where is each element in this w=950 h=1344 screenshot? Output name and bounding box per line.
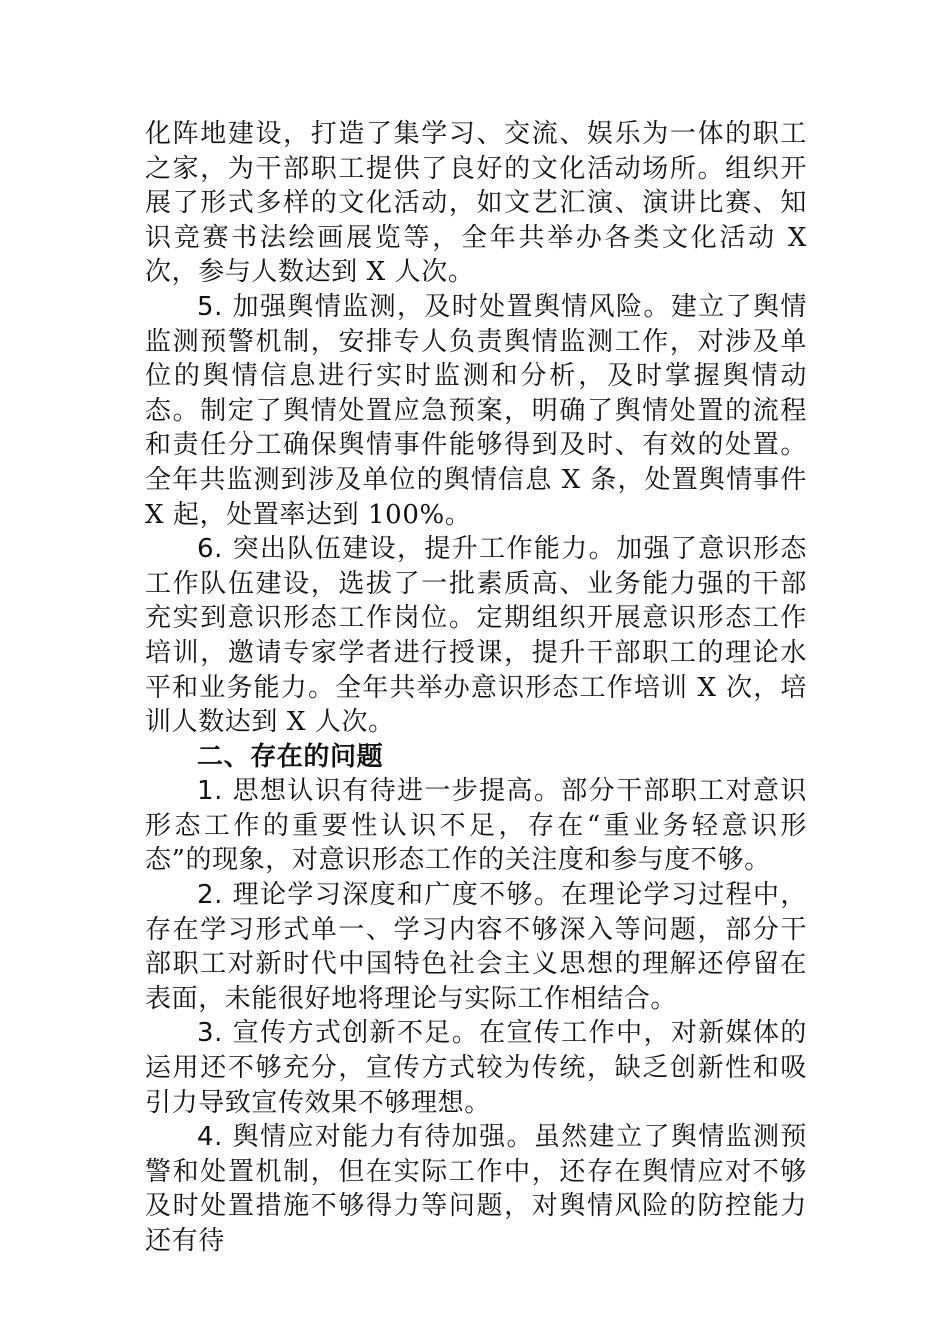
problem-3 (145, 1016, 807, 1120)
item-6-lead: 6. 突出队伍建设，提升工作能力。 (197, 534, 617, 565)
continuation-paragraph: 化阵地建设，打造了集学习、交流、娱乐为一体的职工之家，为干部职工提供了良好的文化活动场所。组织开展了形式多样的文化活动，如文艺汇演、演讲比赛、知识竞赛书法绘画展览等，全年共举办各类文化活动 X 次，参与人数达到 X 人次。 (145, 119, 807, 288)
problem-1-body: 部分干部职工对意识形态工作的重要性认识不足，存在“重业务轻意识形态”的现象，对意识形态工作的关注度和参与度不够。 (145, 776, 807, 876)
item-5-body: 建立了舆情监测预警机制，安排专人负责舆情监测工作，对涉及单位的舆情信息进行实时监测和分析，及时掌握舆情动态。制定了舆情处置应急预案，明确了舆情处置的流程和责任分工确保舆情事件能够得到及时、有效的处置。全年共监测到涉及单位的舆情信息 X 条，处置舆情事件 X 起，处置率达到 100%。 (145, 291, 807, 530)
problem-2-body: 在理论学习过程中，存在学习形式单一、学习内容不够深入等问题，部分干部职工对新时代中国特色社会主义思想的理解还停留在表面，未能很好地将理论与实际工作相结合。 (145, 880, 807, 1014)
problem-1-lead: 1. 思想认识有待进一步提高。 (197, 776, 562, 807)
section-heading: 二、存在的问题 (197, 741, 384, 772)
problem-1 (145, 774, 807, 878)
problem-4-body: 虽然建立了舆情监测预警和处置机制，但在实际工作中，还存在舆情应对不够及时处置措施不够得力等问题，对舆情风险的防控能力还有待 (145, 1122, 807, 1256)
item-5-lead: 5. 加强舆情监测，及时处置舆情风险。 (197, 291, 671, 322)
item-6-body: 加强了意识形态工作队伍建设，选拔了一批素质高、业务能力强的干部充实到意识形态工作岗位。定期组织开展意识形态工作培训，邀请专家学者进行授课，提升干部职工的理论水平和业务能力。全年共举办意识形态工作培训 X 次，培训人数达到 X 人次。 (145, 534, 807, 738)
paragraph-item-5 (145, 290, 807, 532)
problem-4-lead: 4. 舆情应对能力有待加强。 (197, 1122, 534, 1153)
problem-3-body: 在宣传工作中，对新媒体的运用还不够充分，宣传方式较为传统，缺乏创新性和吸引力导致宣传效果不够理想。 (145, 1018, 807, 1118)
problem-2-lead: 2. 理论学习深度和广度不够。 (197, 880, 562, 911)
document-page (145, 117, 807, 1259)
paragraph-item-6 (145, 532, 807, 740)
problem-2 (145, 878, 807, 1016)
problem-4 (145, 1120, 807, 1258)
problem-3-lead: 3. 宣传方式创新不足。 (197, 1018, 480, 1049)
